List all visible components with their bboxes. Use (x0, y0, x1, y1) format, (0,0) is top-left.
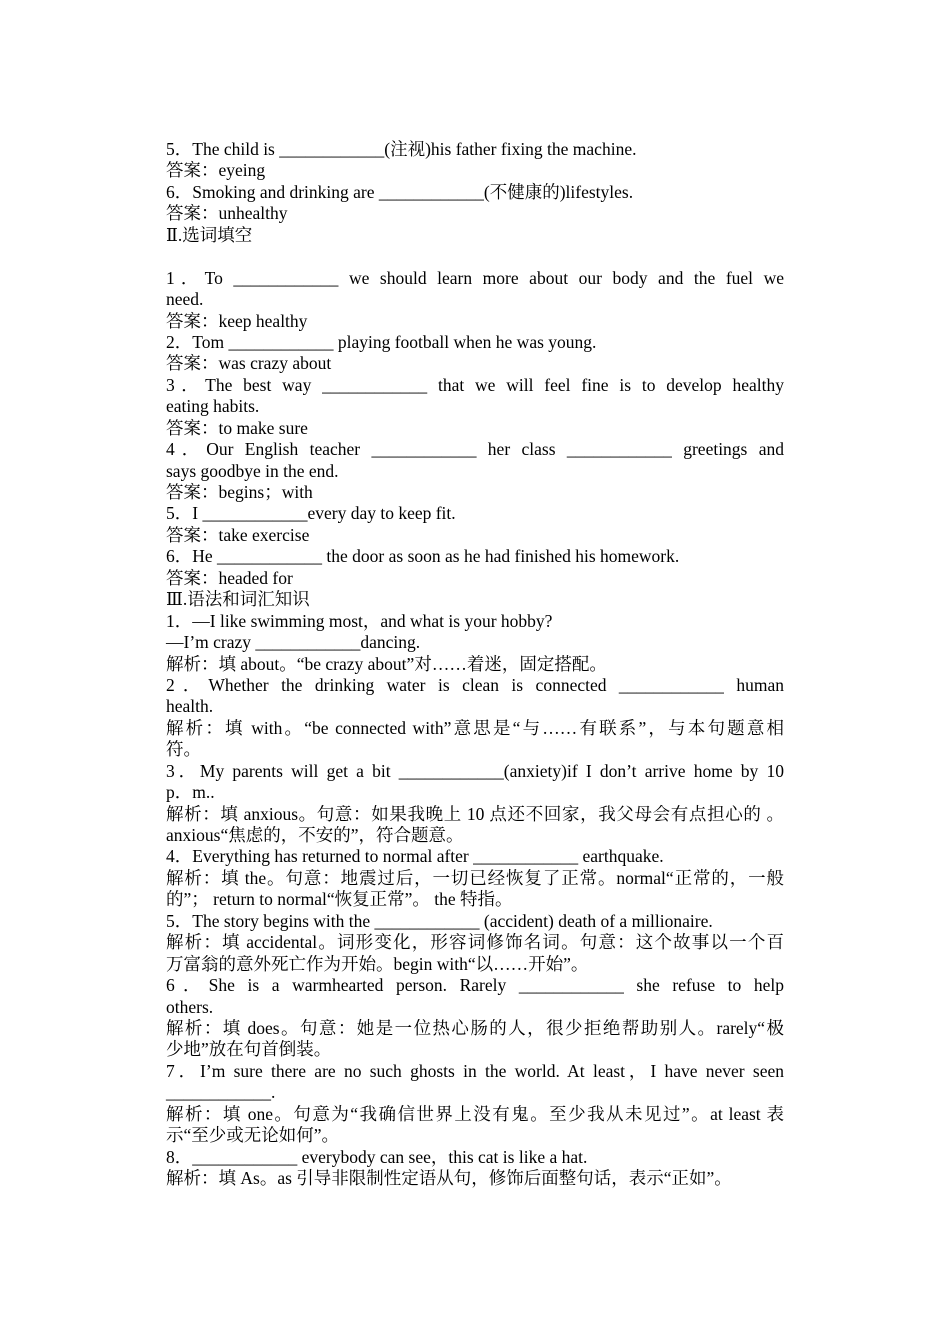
text-line: eating habits. (166, 396, 260, 417)
explanation-line: 少地”放在句首倒装。 (166, 1039, 332, 1060)
text-line: 2．Whether the drinking water is clean is connected ____________ human (166, 674, 784, 695)
text-line: 6．Smoking and drinking are ____________(不健康的)lifestyles. (166, 181, 634, 202)
text-line: health. (166, 696, 214, 717)
text-line: 2．Tom ____________ playing football when he was young. (166, 331, 597, 352)
text-line: others. (166, 996, 214, 1017)
explanation-line: 示“至少或无论如何”。 (166, 1125, 340, 1146)
explanation-line: 解析：填 with。“be connected with”意思是“与……有联系”，与本句题意相 (166, 717, 784, 738)
explanation-line: 解析：填 anxious。句意：如果我晚上 10 点还不回家，我父母会有点担心的 。 (166, 803, 784, 824)
answer-line: 答案：was crazy about (166, 353, 332, 374)
text-line: 5．The child is ____________(注视)his father fixing the machine. (166, 139, 637, 159)
text-line: need. (166, 289, 204, 310)
answer-line: 答案：headed for (166, 567, 293, 588)
text-line: 5．The story begins with the ____________ (accident) death of a millionaire. (166, 910, 713, 931)
answer-line: 答案：keep healthy (166, 310, 308, 331)
text-line: 7．I’m sure there are no such ghosts in the world. At least，I have never seen (166, 1060, 784, 1081)
explanation-line: 解析：填 one。句意为“我确信世界上没有鬼。至少我从未见过”。at least 表 (166, 1103, 784, 1124)
text-line: 5．I ____________every day to keep fit. (166, 503, 456, 524)
text-line: 3．The best way ____________ that we will feel fine is to develop healthy (166, 374, 784, 395)
text-line: says goodbye in the end. (166, 460, 339, 481)
answer-line: 答案：eyeing (166, 160, 266, 181)
text-line: —I’m crazy ____________dancing. (166, 632, 421, 653)
text-line: ____________. (166, 1082, 276, 1103)
explanation-line: 解析：填 about。“be crazy about”对……着迷，固定搭配。 (166, 653, 607, 674)
explanation-line: 解析：填 does。句意：她是一位热心肠的人，很少拒绝帮助别人。rarely“极 (166, 1017, 784, 1038)
explanation-line: 的”； return to normal“恢复正常”。 the 特指。 (166, 889, 513, 910)
text-line: 1．—I like swimming most，and what is your hobby? (166, 610, 553, 631)
answer-line: 答案：take exercise (166, 524, 310, 545)
explanation-line: 解析：填 the。句意：地震过后，一切已经恢复了正常。normal“正常的，一般 (166, 867, 784, 888)
answer-line: 答案：unhealthy (166, 203, 288, 224)
explanation-line: 解析：填 accidental。词形变化，形容词修饰名词。句意：这个故事以一个百 (166, 932, 784, 953)
document-body (166, 139, 784, 1189)
text-line: 1．To ____________ we should learn more about our body and the fuel we (166, 267, 784, 288)
blank-line (166, 246, 784, 267)
answer-line: 答案：begins；with (166, 482, 313, 502)
explanation-line: 符。 (166, 739, 201, 760)
text-line: 3．My parents will get a bit ____________(anxiety)if I don’t arrive home by 10 (166, 760, 784, 781)
explanation-line: 万富翁的意外死亡作为开始。begin with“以……开始”。 (166, 953, 589, 974)
text-line: 4．Our English teacher ____________ her class ____________ greetings and (166, 439, 784, 460)
text-line: 8．____________ everybody can see，this cat is like a hat. (166, 1146, 588, 1167)
text-line: 6．She is a warmhearted person. Rarely ____________ she refuse to help (166, 975, 784, 996)
text-line: 4．Everything has returned to normal after ____________ earthquake. (166, 846, 664, 867)
text-line: 6．He ____________ the door as soon as he had finished his homework. (166, 546, 680, 567)
explanation-line: anxious“焦虑的，不安的”，符合题意。 (166, 825, 464, 845)
section-heading: Ⅱ.选词填空 (166, 224, 253, 245)
answer-line: 答案：to make sure (166, 417, 308, 438)
explanation-line: 解析：填 As。as 引导非限制性定语从句，修饰后面整句话，表示“正如”。 (166, 1168, 732, 1188)
text-line: p．m.. (166, 782, 215, 803)
section-heading: Ⅲ.语法和词汇知识 (166, 589, 310, 610)
